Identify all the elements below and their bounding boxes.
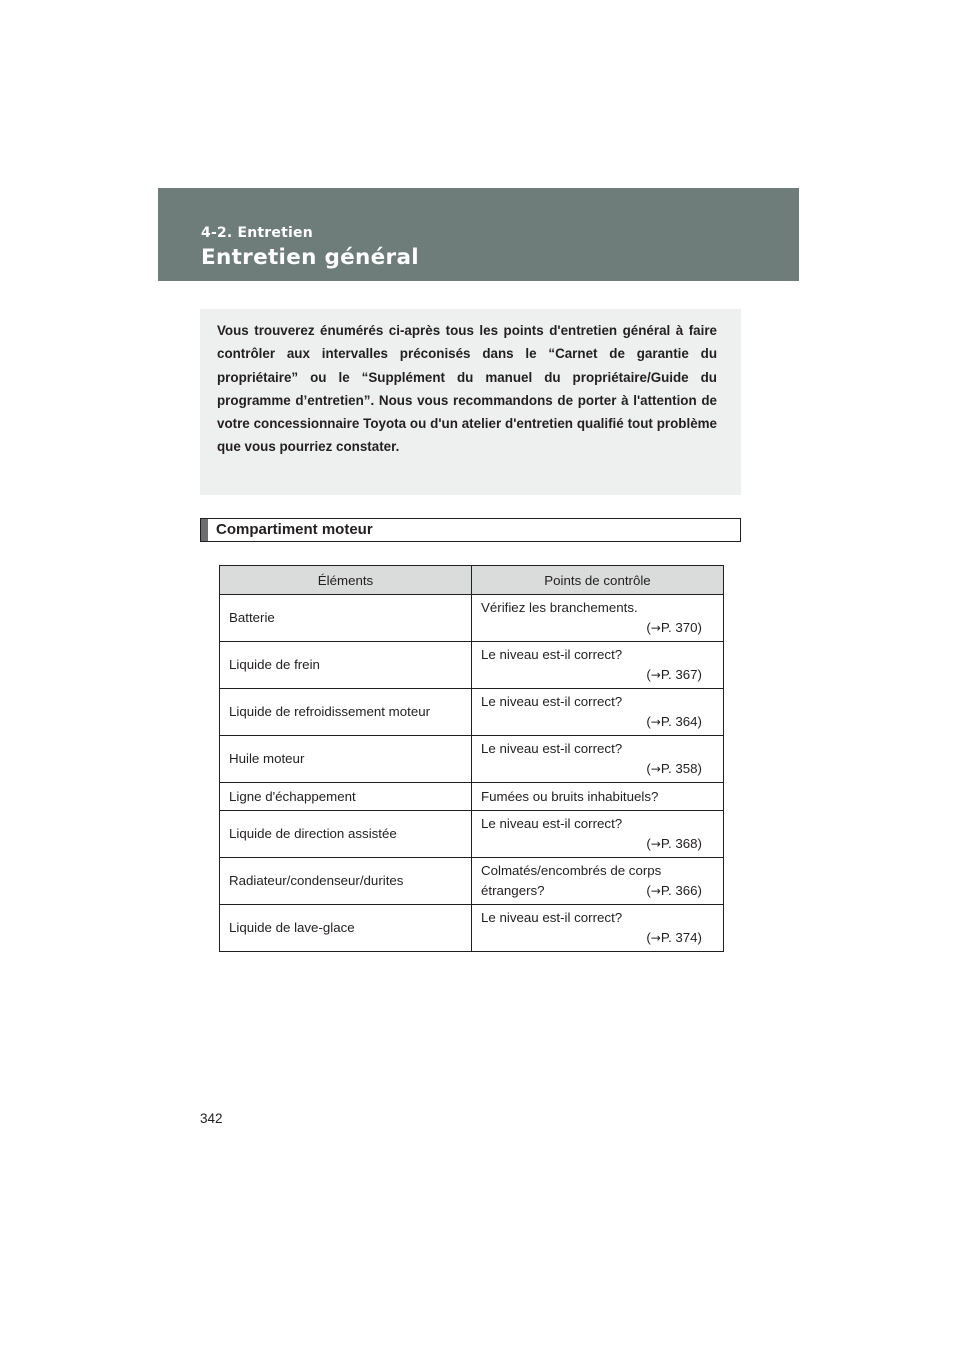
arrow-icon: → (650, 620, 661, 635)
check-text: Fumées ou bruits inhabituels? (481, 788, 659, 804)
page-ref: (→P. 364) (646, 713, 702, 729)
row-check (472, 642, 724, 689)
check-text: Le niveau est-il correct? (481, 694, 623, 709)
row-element: Batterie (220, 595, 472, 642)
row-element: Liquide de lave-glace (220, 905, 472, 952)
subsection-heading (200, 518, 741, 542)
check-text-cont: étrangers? (→P. 366) (481, 881, 714, 902)
intro-text: Vous trouverez énumérés ci-après tous les points d'entretien général à faire contrôler aux intervalles préconisés dans le “Carnet de garantie du propriétaire” ou le “Supplément du manuel du propriétaire/Guide du programme d’entretien”. Nous vous recommandons de porter à l'attention de votre concessionnaire Toyota ou d'un atelier d'entretien qualifié tout problème que vous pourriez constater. (217, 323, 717, 455)
arrow-icon: → (650, 714, 661, 729)
heading-bar (201, 519, 208, 541)
row-check (472, 689, 724, 736)
table-row (220, 595, 724, 642)
row-element: Liquide de frein (220, 642, 472, 689)
page-ref: (→P. 370) (646, 619, 702, 635)
intro-box (200, 309, 741, 495)
page-title: Entretien général (201, 245, 419, 270)
table-row (220, 736, 724, 783)
check-text: Colmatés/encombrés de corps (481, 863, 662, 878)
page-ref: (→P. 367) (646, 666, 702, 682)
row-element: Huile moteur (220, 736, 472, 783)
page-number: 342 (200, 1111, 223, 1126)
page-ref: (→P. 374) (646, 929, 702, 945)
row-check (472, 736, 724, 783)
table-row (220, 905, 724, 952)
maintenance-table (219, 565, 724, 952)
table-row (220, 783, 724, 811)
header-checkpoints: Points de contrôle (472, 566, 724, 595)
row-element: Liquide de direction assistée (220, 811, 472, 858)
chapter-header (158, 188, 799, 281)
table-row (220, 689, 724, 736)
row-check (472, 783, 724, 811)
row-element: Ligne d'échappement (220, 783, 472, 811)
table-header-row (220, 566, 724, 595)
table-row (220, 858, 724, 905)
check-text: Le niveau est-il correct? (481, 910, 623, 925)
row-check (472, 905, 724, 952)
table-row (220, 642, 724, 689)
section-label: 4-2. Entretien (201, 225, 313, 241)
check-text: Le niveau est-il correct? (481, 741, 623, 756)
table-row (220, 811, 724, 858)
header-elements: Éléments (220, 566, 472, 595)
arrow-icon: → (650, 836, 661, 851)
row-check (472, 858, 724, 905)
page-ref: (→P. 366) (646, 882, 702, 898)
check-text: Le niveau est-il correct? (481, 647, 623, 662)
check-text: Vérifiez les branchements. (481, 600, 638, 615)
subsection-title: Compartiment moteur (216, 521, 373, 538)
row-element: Radiateur/condenseur/durites (220, 858, 472, 905)
arrow-icon: → (650, 667, 661, 682)
check-text: Le niveau est-il correct? (481, 816, 623, 831)
arrow-icon: → (650, 883, 661, 898)
page-ref: (→P. 358) (646, 760, 702, 776)
row-check (472, 811, 724, 858)
row-element: Liquide de refroidissement moteur (220, 689, 472, 736)
row-check (472, 595, 724, 642)
arrow-icon: → (650, 761, 661, 776)
arrow-icon: → (650, 930, 661, 945)
page-ref: (→P. 368) (646, 835, 702, 851)
